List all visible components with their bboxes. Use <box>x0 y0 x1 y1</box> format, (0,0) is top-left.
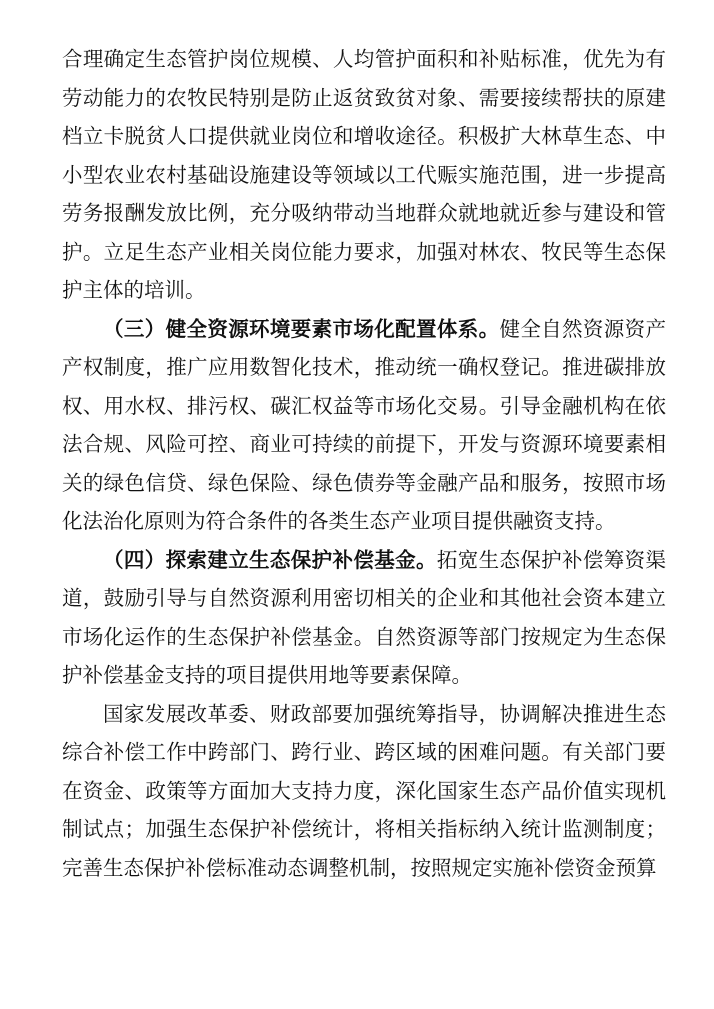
paragraph-section-4 <box>62 541 666 695</box>
paragraph-section-3 <box>62 310 666 541</box>
section-heading: （三）健全资源环境要素市场化配置体系。 <box>103 316 500 341</box>
section-heading: （四）探索建立生态保护补偿基金。 <box>103 547 437 572</box>
paragraph-text: 合理确定生态管护岗位规模、人均管护面积和补贴标准，优先为有劳动能力的农牧民特别是防止返贫致贫对象、需要接续帮扶的原建档立卡脱贫人口提供就业岗位和增收途径。积极扩大林草生态、中小型农业农村基础设施建设等领域以工代赈实施范围，进一步提高劳务报酬发放比例，充分吸纳带动当地群众就地就近参与建设和管护。立足生态产业相关岗位能力要求，加强对林农、牧民等生态保护主体的培训。 <box>62 47 666 302</box>
paragraph-text: 健全自然资源资产产权制度，推广应用数智化技术，推动统一确权登记。推进碳排放权、用水权、排污权、碳汇权益等市场化交易。引导金融机构在依法合规、风险可控、商业可持续的前提下，开发与资源环境要素相关的绿色信贷、绿色保险、绿色债券等金融产品和服务，按照市场化法治化原则为符合条件的各类生态产业项目提供融资支持。 <box>62 316 667 533</box>
document-page <box>62 40 666 887</box>
paragraph-continued <box>62 40 666 310</box>
paragraph-closing <box>62 695 666 888</box>
paragraph-text: 拓宽生态保护补偿筹资渠道，鼓励引导与自然资源利用密切相关的企业和其他社会资本建立市场化运作的生态保护补偿基金。自然资源等部门按规定为生态保护补偿基金支持的项目提供用地等要素保障。 <box>62 547 667 687</box>
paragraph-text: 国家发展改革委、财政部要加强统筹指导，协调解决推进生态综合补偿工作中跨部门、跨行业、跨区域的困难问题。有关部门要在资金、政策等方面加大支持力度，深化国家生态产品价值实现机制试点；加强生态保护补偿统计，将相关指标纳入统计监测制度；完善生态保护补偿标准动态调整机制，按照规定实施补偿资金预算 <box>62 701 666 880</box>
